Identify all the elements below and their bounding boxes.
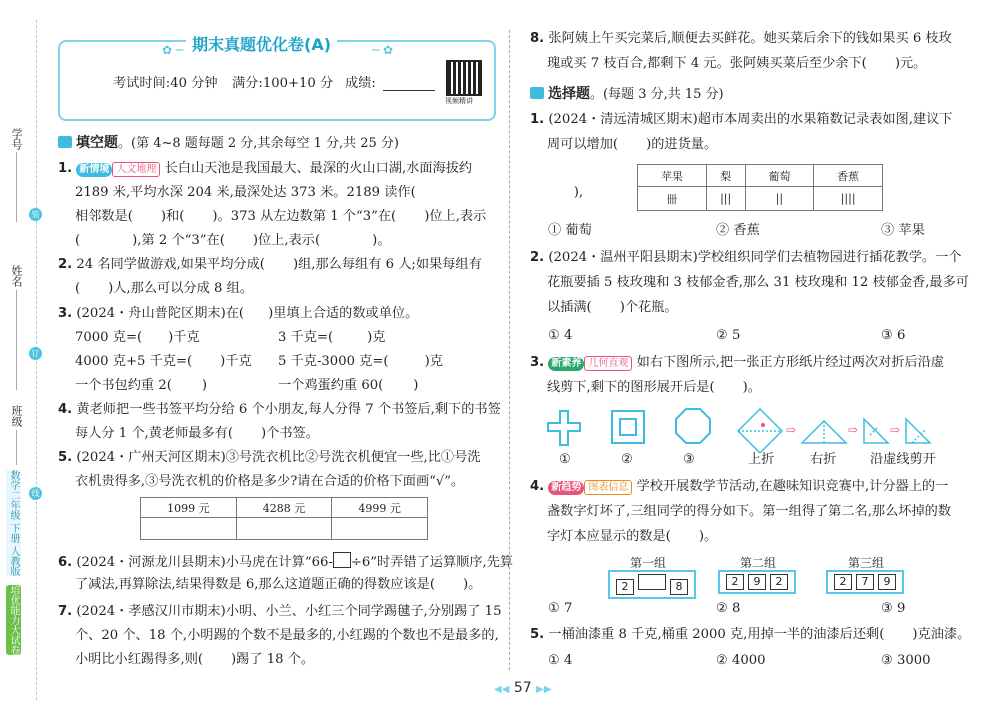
scoreboard-group1 [608,570,696,599]
folded-square-icon [738,409,782,453]
c3-line1: 3. 新素养 几何直观 如右下图所示,把一张正方形纸片经过两次对折后沿虚 [530,355,945,370]
c2-option-1[interactable]: ① 4 [548,328,573,343]
name-label: 姓名 [10,265,23,287]
c5-line1: 5. 一桶油漆重 8 千克,桶重 2000 克,用掉一半的油漆后还剩( )克油漆。 [530,627,971,642]
scoreboard-group2 [718,570,796,594]
cut-triangle-icon [906,419,930,443]
square-frame-icon [612,411,644,443]
q7-line3: 小明比小红踢得多,则( )踢了 18 个。 [75,652,315,667]
arrow-right-icon: ⇨ [890,423,901,437]
fruit-header: 苹果 [638,165,707,187]
group1-label: 第一组 [630,556,667,570]
c3-step-right-fold: 右折 [810,452,837,467]
c1-option-2[interactable]: ② 香蕉 [716,223,760,238]
q3-row3-left: 一个书包约重 2( ) [75,378,208,393]
class-label: 班级 [10,405,23,427]
c3-option-3[interactable]: ③ [683,452,695,467]
digit: 2 [770,574,788,590]
section-note: 。(每题 3 分,共 15 分) [590,87,724,102]
q5-line1: 5. (2024・广州天河区期末)③号洗衣机比②号洗衣机便宜一些,比①号洗 [58,450,481,465]
tally-cell: 卌 [638,187,707,211]
c3-step-cut: 沿虚线剪开 [870,452,936,467]
title-ornament-right: ─ ✿ [372,43,394,57]
class-line [16,430,17,465]
q6-line2: 了减法,再算除法,结果得数是 6,那么这道题正确的得数应该是( )。 [75,577,482,592]
c3-option-1[interactable]: ① [559,452,571,467]
title-ornament-left: ✿ ─ [162,43,184,57]
qr-code-icon[interactable] [446,60,482,96]
q3-row2-right: 5 千克-3000 克=( )克 [278,354,443,369]
column-divider [509,30,510,670]
cut-mark-3: 线 [29,487,42,500]
c3-line2: 线剪下,剩下的图形展开后是( )。 [547,380,761,395]
tally-cell: ||| [706,187,745,211]
section-label: 选择题 [548,86,590,102]
c1-option-1[interactable]: ① 葡萄 [548,223,592,238]
page-title: 期末真题优化卷(A) [186,32,337,55]
fruit-tally-table [637,164,883,211]
digit: 7 [856,574,874,590]
tag-chart-info: 图表信息 [584,480,632,495]
digit: 2 [834,574,852,590]
binding-dashed-line [36,20,37,700]
tally-cell: || [745,187,814,211]
next-page-icon: ▶▶ [536,684,552,695]
fruit-header: 梨 [706,165,745,187]
fruit-header: 香蕉 [814,165,883,187]
c4-option-2[interactable]: ② 8 [716,601,741,616]
book-label: 数学二年级 下册 人教版 [8,470,19,577]
digit: 9 [748,574,766,590]
student-no-label: 学号 [10,128,23,150]
broken-digit [638,574,666,590]
student-no-line [16,152,17,222]
q2-line2: ( )人,那么可以分成 8 组。 [75,281,253,296]
q1-line3: 相邻数是( )和( )。373 从左边数第 1 个“3”在( )位上,表示 [75,209,487,224]
section-label: 填空题 [76,135,118,151]
page-number: ◀◀ 57 ▶▶ [494,680,552,696]
q1-line1: 1. 新情境 人文地理 长白山天池是我国最大、最深的火山口湖,水面海拔约 [58,161,473,176]
c4-line1: 4. 新趋势 图表信息 学校开展数学节活动,在趣味知识竞赛中,计分器上的一 [530,479,949,494]
digit: 8 [670,579,688,595]
price-cell: 4999 元 [332,498,428,518]
tag-new-trend: 新趋势 [548,481,584,495]
c4-line2: 盏数字灯坏了,三组同学的得分如下。第一组得了第二名,那么坏掉的数 [547,504,952,519]
c1-line2: 周可以增加( )的进货量。 [547,137,718,152]
price-table [140,497,428,540]
name-line [16,290,17,390]
price-cell: 4288 元 [236,498,332,518]
q2-line1: 2. 24 名同学做游戏,如果平均分成( )组,那么每组有 6 人;如果每组有 [58,257,482,272]
c2-option-2[interactable]: ② 5 [716,328,741,343]
q5-line2: 衣机贵得多,③号洗衣机的价格是多少?请在合适的价格下面画“√”。 [75,474,465,489]
digit: 9 [878,574,896,590]
check-cell[interactable] [141,518,237,540]
q8-line1: 8. 张阿姨上午买完菜后,顺便去买鲜花。她买菜后余下的钱如果买 6 枝玫 [530,31,952,46]
q1-line2: 2189 米,平均水深 204 米,最深处达 373 米。2189 读作( ), [75,185,584,200]
q4-line2: 每人分 1 个,黄老师最多有( )个书签。 [75,426,319,441]
q7-line1: 7. (2024・孝感汉川市期末)小明、小兰、小红三个同学踢毽子,分别踢了 15 [58,604,502,619]
q3-row3-right: 一个鸡蛋约重 60( ) [278,378,419,393]
group3-label: 第三组 [848,556,885,570]
c2-line1: 2. (2024・温州平阳县期末)学校组织同学们去植物园进行插花教学。一个 [530,250,962,265]
qr-caption: 视频精讲 [445,97,473,105]
binding-strip [0,0,26,718]
c4-option-3[interactable]: ③ 9 [881,601,906,616]
check-cell[interactable] [236,518,332,540]
tag-new-literacy: 新素养 [548,357,584,371]
section-choice-heading [530,83,724,103]
q4-line1: 4. 黄老师把一些书签平均分给 6 个小朋友,每人分得 7 个书签后,剩下的书签 [58,402,501,417]
c3-option-2[interactable]: ② [621,452,633,467]
c2-line2: 花瓶要插 5 枝玫瑰和 3 枝郁金香,那么 31 枝玫瑰和 12 枝郁金香,最多可 [547,275,969,290]
fruit-header: 葡萄 [745,165,814,187]
octagon-icon [676,409,710,443]
cut-mark-2: 订 [29,347,42,360]
c4-option-1[interactable]: ① 7 [548,601,573,616]
c5-option-1[interactable]: ① 4 [548,653,573,668]
triangle-fold-icon [802,421,846,443]
tally-cell: |||| [814,187,883,211]
c1-option-3[interactable]: ③ 苹果 [881,223,925,238]
c5-option-3[interactable]: ③ 3000 [881,653,931,668]
score-blank[interactable] [383,90,435,91]
brand-label: 培优能力大试卷 [8,585,19,655]
section-marker-icon [58,136,72,148]
exam-time: 考试时间:40 分钟 [113,76,218,91]
q7-line2: 个、20 个、18 个,小明踢的个数不是最多的,小红踢的个数也不是最多的, [75,628,499,643]
q8-line2: 瑰或买 7 枝百合,都剩下 4 元。张阿姨买菜后至少余下( )元。 [547,56,927,71]
small-triangle-icon [864,419,888,443]
c2-option-3[interactable]: ③ 6 [881,328,906,343]
c4-line3: 字灯本应显示的数是( )。 [547,529,718,544]
c1-line1: 1. (2024・清远清城区期末)超市本周卖出的水果箱数记录表如图,建议下 [530,112,953,127]
q3-row1-right: 3 千克=( )克 [278,330,386,345]
c3-step-up-fold: 上折 [748,452,775,467]
c2-line3: 以插满( )个花瓶。 [547,300,678,315]
check-cell[interactable] [332,518,428,540]
q1-line4: ( ),第 2 个“3”在( )位上,表示( )。 [75,233,391,248]
prev-page-icon: ◀◀ [494,684,510,695]
q3-row2-left: 4000 克+5 千克=( )千克 [75,354,252,369]
tag-culture-geo: 人文地理 [112,162,160,177]
section-fill-blank-heading [58,132,399,152]
c5-option-2[interactable]: ② 4000 [716,653,766,668]
section-note: 。(第 4~8 题每题 2 分,其余每空 1 分,共 25 分) [118,136,399,151]
q3-row1-left: 7000 克=( )千克 [75,330,200,345]
cut-mark-1: 装 [29,208,42,221]
arrow-right-icon: ⇨ [848,423,859,437]
tag-geometry: 几何直观 [584,356,632,371]
cross-shape-icon [548,411,580,445]
q3-line1: 3. (2024・舟山普陀区期末)在( )里填上合适的数或单位。 [58,306,419,321]
score-label: 成绩: [345,76,376,91]
arrow-right-icon: ⇨ [786,423,797,437]
q6-line1: 6. (2024・河源龙川县期末)小马虎在计算“66- ÷6”时弄错了运算顺序,先算 [58,552,513,572]
c3-figures [540,405,940,453]
full-score: 满分:100+10 分 [232,76,334,91]
price-cell: 1099 元 [141,498,237,518]
tag-new-context: 新情境 [76,163,112,177]
digit: 2 [726,574,744,590]
digit: 2 [616,579,634,595]
group2-label: 第二组 [740,556,777,570]
q6-box-blank[interactable] [333,552,351,568]
scoreboard-group3 [826,570,904,594]
section-marker-icon [530,87,544,99]
